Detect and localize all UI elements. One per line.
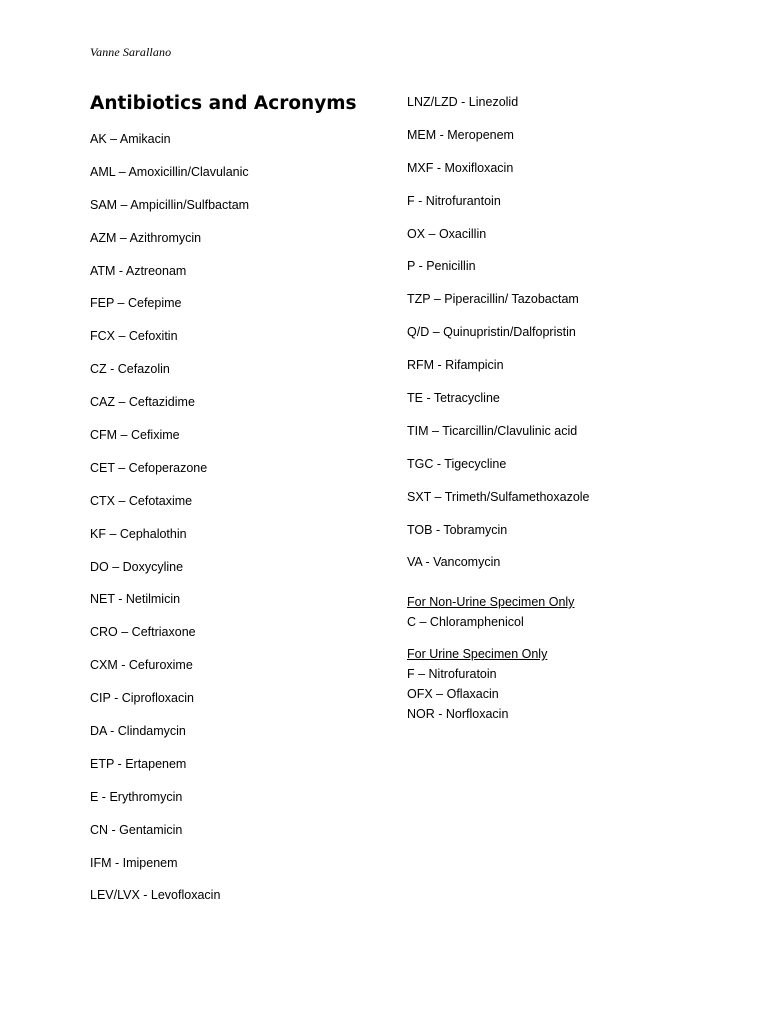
list-item: TZP – Piperacillin/ Tazobactam [407,292,579,307]
list-item: CFM – Cefixime [90,428,180,443]
list-item: CXM - Cefuroxime [90,658,193,673]
section-heading: For Non-Urine Specimen Only [407,595,575,609]
list-item: SAM – Ampicillin/Sulfbactam [90,197,250,212]
list-item: AML – Amoxicillin/Clavulanic [90,164,249,179]
list-item: P - Penicillin [407,259,476,274]
list-item: RFM - Rifampicin [407,358,504,373]
antibiotic-list-right [407,92,590,585]
list-item: OX – Oxacillin [407,226,487,241]
list-item: OFX – Oflaxacin [407,687,499,701]
list-item: F - Nitrofurantoin [407,193,501,208]
list-item: MEM - Meropenem [407,127,514,142]
list-item: VA - Vancomycin [407,555,501,570]
list-item: CN - Gentamicin [90,822,183,837]
author-name: Vanne Sarallano [90,45,172,59]
list-item: DA - Clindamycin [90,724,186,739]
list-item: E - Erythromycin [90,789,183,804]
list-item: CET – Cefoperazone [90,460,208,475]
list-item: CIP - Ciprofloxacin [90,691,194,706]
list-item: DO – Doxycyline [90,559,184,574]
list-item: C – Chloramphenicol [407,615,524,629]
list-item: FCX – Cefoxitin [90,329,178,344]
list-item: AZM – Azithromycin [90,230,202,245]
list-item: CAZ – Ceftazidime [90,395,195,410]
list-item: IFM - Imipenem [90,855,178,870]
list-item: SXT – Trimeth/Sulfamethoxazole [407,489,590,504]
urine-specimen-section [407,644,547,724]
list-item: CZ - Cefazolin [90,362,170,377]
list-item: TOB - Tobramycin [407,522,508,537]
list-item: NOR - Norfloxacin [407,707,509,721]
list-item: TE - Tetracycline [407,391,500,406]
list-item: ETP - Ertapenem [90,756,187,771]
list-item: CTX – Cefotaxime [90,493,193,508]
page-title: Antibiotics and Acronyms [90,93,357,114]
list-item: LNZ/LZD - Linezolid [407,95,519,109]
list-item: CRO – Ceftriaxone [90,625,196,640]
list-item: MXF - Moxifloxacin [407,160,514,175]
list-item: LEV/LVX - Levofloxacin [90,888,221,903]
list-item: Q/D – Quinupristin/Dalfopristin [407,325,576,340]
list-item: ATM - Aztreonam [90,263,187,278]
section-heading: For Urine Specimen Only [407,647,548,661]
list-item: AK – Amikacin [90,132,171,146]
list-item: TIM – Ticarcillin/Clavulinic acid [407,423,578,438]
list-item: F – Nitrofuratoin [407,667,497,681]
list-item: FEP – Cefepime [90,296,182,311]
antibiotic-list-left [90,129,249,918]
list-item: KF – Cephalothin [90,526,187,541]
non-urine-specimen-section [407,592,574,632]
list-item: TGC - Tigecycline [407,456,507,471]
list-item: NET - Netilmicin [90,592,181,607]
